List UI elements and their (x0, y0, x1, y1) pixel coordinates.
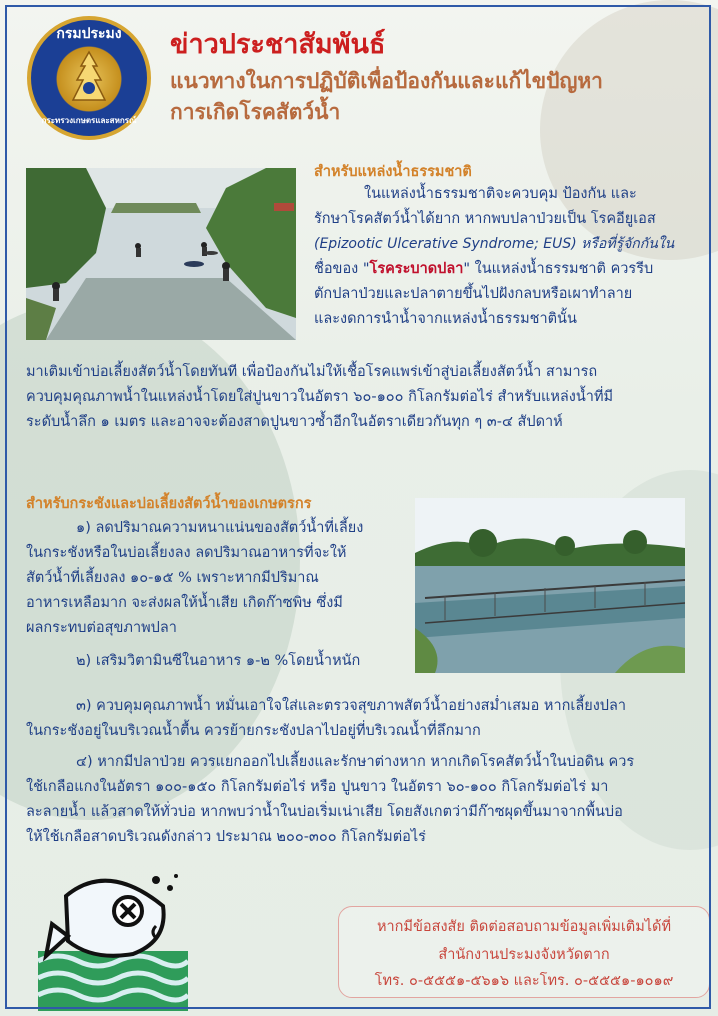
paragraph-line: ๔) หากมีปลาป่วย ควรแยกออกไปเลี้ยงและรักษาต่างหาก หากเกิดโรคสัตว์น้ำในบ่อดิน ควร (76, 754, 635, 770)
seal-top-text: กรมประมง (56, 26, 122, 42)
subtitle-line: การเกิดโรคสัตว์น้ำ (170, 100, 341, 124)
text-fragment: " ในแหล่งน้ำธรรมชาติ ควรรีบ (463, 261, 654, 277)
paragraph-line: ใช้เกลือแกงในอัตรา ๑๐๐-๑๕๐ กิโลกรัมต่อไร่ หรือ ปูนขาว ในอัตรา ๖๐-๑๐๐ กิโลกรัมต่อไร่ มา (26, 779, 609, 795)
contact-info-box (338, 906, 710, 998)
contact-line: หากมีข้อสงสัย ติดต่อสอบถามข้อมูลเพิ่มเติมได้ที่ (376, 919, 672, 935)
farm-paragraph-cont (26, 694, 706, 850)
page-subtitle (170, 66, 690, 128)
seal-emblem-icon (49, 44, 129, 114)
paragraph-line: มาเติมเข้าบ่อเลี้ยงสัตว์น้ำโดยทันที เพื่อป้องกันไม่ให้เชื้อโรคแพร่เข้าสู่บ่อเลี้ยงสัตว์น้ำ สามารถ (26, 364, 598, 380)
contact-office: สำนักงานประมงจังหวัดตาก (438, 947, 610, 963)
highlight-disease-name: โรคระบาดปลา (369, 261, 464, 277)
paragraph-line: ตักปลาป่วยและปลาตายขึ้นไปฝังกลบหรือเผาทำลาย (314, 286, 633, 302)
text-fragment: ชื่อของ " (314, 261, 370, 277)
paragraph-line: ในกระชังหรือในบ่อเลี้ยงลง ลดปริมาณอาหารที่จะให้ (26, 545, 347, 561)
paragraph-line: ๒) เสริมวิตามินซีในอาหาร ๑-๒ %โดยน้ำหนัก (76, 653, 361, 669)
department-seal-logo (27, 16, 151, 140)
paragraph-line: ระดับน้ำลึก ๑ เมตร และอาจจะต้องสาดปูนขาวซ้ำอีกในอัตราเดียวกันทุก ๆ ๓-๔ สัปดาห์ (26, 414, 563, 430)
natural-water-paragraph (314, 182, 706, 332)
paragraph-line: ๑) ลดปริมาณความหนาแน่นของสัตว์น้ำที่เลี้ยง (76, 520, 364, 536)
section-heading-farm: สำหรับกระชังและบ่อเลี้ยงสัตว์น้ำของเกษตรกร (26, 496, 312, 512)
paragraph-line: อาหารเหลือมาก จะส่งผลให้น้ำเสีย เกิดก๊าซพิษ ซึ่งมี (26, 595, 343, 611)
paragraph-line: สัตว์น้ำที่เลี้ยงลง ๑๐-๑๕ % เพราะหากมีปริมาณ (26, 570, 319, 586)
paragraph-line (314, 257, 706, 282)
natural-water-paragraph-cont (26, 360, 706, 435)
paragraph-line: ๓) ควบคุมคุณภาพน้ำ หมั่นเอาใจใส่และตรวจสุขภาพสัตว์น้ำอย่างสม่ำเสมอ หากเลี้ยงปลา (76, 698, 627, 714)
paragraph-line: ละลายน้ำ แล้วสาดให้ทั่วบ่อ หากพบว่าน้ำในบ่อเริ่มเน่าเสีย โดยสังเกตว่ามีก๊าซผุดขึ้นมาจากพื้นบ่อ (26, 804, 623, 820)
seal-bottom-text: กระทรวงเกษตรและสหกรณ์ (41, 116, 137, 125)
paragraph-line: (Epizootic Ulcerative Syndrome; EUS) หรือที่รู้จักกันใน (314, 236, 675, 252)
page-title: ข่าวประชาสัมพันธ์ (170, 29, 386, 60)
section-heading-natural: สำหรับแหล่งน้ำธรรมชาติ (314, 164, 472, 180)
paragraph-line: ให้ใช้เกลือสาดบริเวณดังกล่าว ประมาณ ๒๐๐-๓๐๐ กิโลกรัมต่อไร่ (26, 829, 426, 845)
paragraph-line: รักษาโรคสัตว์น้ำได้ยาก หากพบปลาป่วยเป็น โรคอียูเอส (314, 211, 656, 227)
fish-cage-photo (415, 498, 685, 673)
paragraph-line: ในแหล่งน้ำธรรมชาติจะควบคุม ป้องกัน และ (364, 186, 637, 202)
paragraph-line: และงดการนำน้ำจากแหล่งน้ำธรรมชาตินั้น (314, 311, 577, 327)
river-photo (26, 168, 296, 340)
paragraph-line: ควบคุมคุณภาพน้ำในแหล่งน้ำโดยใส่ปูนขาวในอัตรา ๖๐-๑๐๐ กิโลกรัมต่อไร่ สำหรับแหล่งน้ำที่มี (26, 389, 614, 405)
contact-phone: โทร. ๐-๕๕๕๑-๕๖๑๖ และโทร. ๐-๕๕๕๑-๑๐๑๙ (374, 973, 674, 989)
subtitle-line: แนวทางในการปฏิบัติเพื่อป้องกันและแก้ไขปัญหา (170, 69, 603, 93)
paragraph-line: ในกระชังอยู่ในบริเวณน้ำตื้น ควรย้ายกระชังปลาไปอยู่ที่บริเวณน้ำที่ลึกมาก (26, 723, 481, 739)
paragraph-line: ผลกระทบต่อสุขภาพปลา (26, 620, 177, 636)
farm-paragraph (26, 516, 406, 674)
sick-fish-illustration (38, 866, 188, 1011)
